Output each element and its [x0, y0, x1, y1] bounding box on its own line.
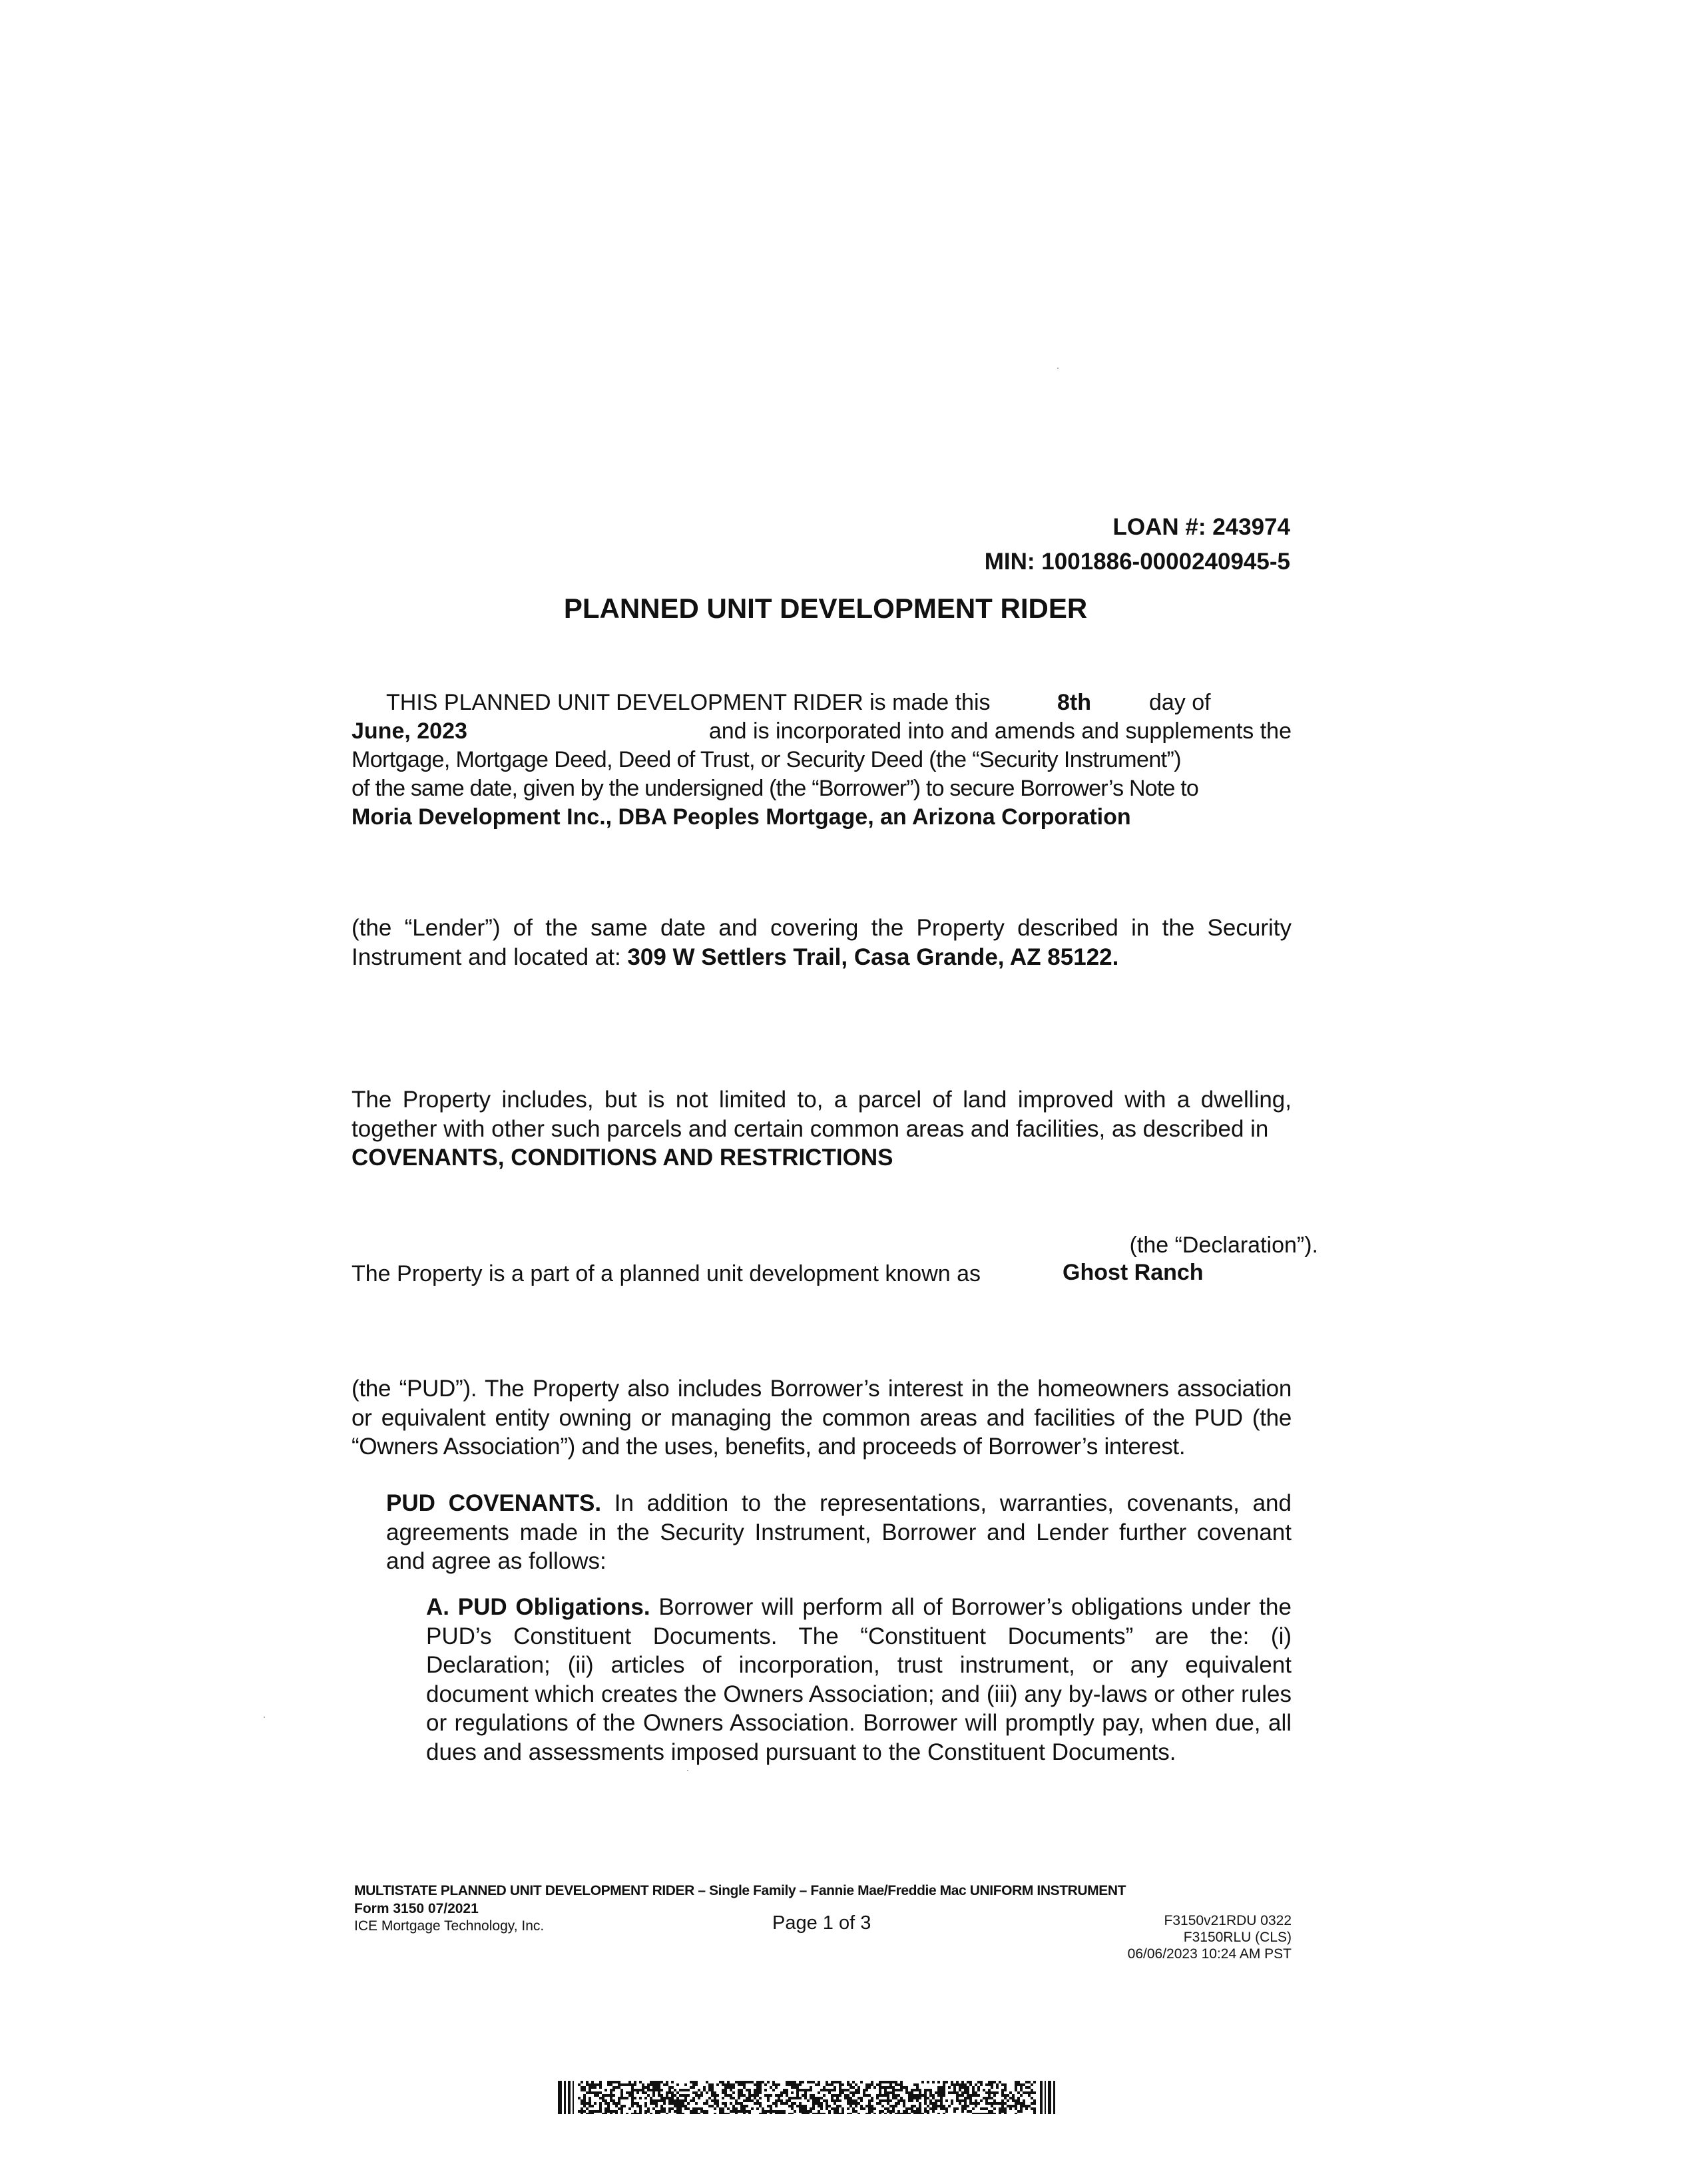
property-paragraph [352, 1085, 1292, 1173]
section-a-heading: A. PUD Obligations. [426, 1594, 650, 1620]
intro-line-3: Mortgage, Mortgage Deed, Deed of Trust, or Security Deed (the “Security Instrument”) [352, 747, 1181, 772]
lender-paragraph [352, 914, 1292, 971]
pud-name: Ghost Ranch [1063, 1260, 1204, 1285]
intro-line-4: of the same date, given by the undersigned (the “Borrower”) to secure Borrower’s Note to [352, 776, 1199, 801]
document-title: PLANNED UNIT DEVELOPMENT RIDER [563, 593, 1088, 624]
section-a-text: Borrower will perform all of Borrower’s obligations under the PUD’s Constituent Documents. The “Constituent Documents” are the: (i) Declaration; (ii) articles of incorporation, trust instrument, or any equivalent document which creates the Owners Association; and (iii) any by-laws or other rules or regulations of the Owners Association. Borrower will promptly pay, when due, all dues and assessments imposed pursuant to the Constituent Documents. [426, 1594, 1292, 1765]
footer-form-number: Form 3150 07/2021 [354, 1901, 479, 1916]
intro-line-1 [386, 688, 991, 717]
intro-part1: THIS PLANNED UNIT DEVELOPMENT RIDER is made this [386, 690, 991, 715]
lender-name: Moria Development Inc., DBA Peoples Mortgage, an Arizona Corporation [352, 804, 1131, 830]
property-paragraph-text: The Property includes, but is not limited to, a parcel of land improved with a dwelling, together with other such parcels and certain common areas and facilities, as described in [352, 1087, 1292, 1142]
document-barcode [558, 2081, 1056, 2114]
intro-part2: and is incorporated into and amends and supplements the [708, 718, 1292, 744]
pud-covenants-heading: PUD COVENANTS. [386, 1490, 602, 1516]
intro-date: June, 2023 [352, 718, 467, 744]
declaration-name: COVENANTS, CONDITIONS AND RESTRICTIONS [352, 1145, 893, 1171]
footer-code-2: F3150RLU (CLS) [1183, 1930, 1292, 1945]
footer-timestamp: 06/06/2023 10:24 AM PST [1127, 1946, 1292, 1962]
declaration-suffix: (the “Declaration”). [1129, 1232, 1318, 1258]
loan-number: LOAN #: 243974 [1112, 514, 1290, 540]
footer-form-title: MULTISTATE PLANNED UNIT DEVELOPMENT RIDER – Single Family – Fannie Mae/Freddie Mac UNIFORM INSTRUMENT [354, 1883, 1126, 1898]
intro-day: 8th [1057, 690, 1091, 715]
footer-code-1: F3150v21RDU 0322 [1164, 1913, 1292, 1928]
pud-paragraph: (the “PUD”). The Property also includes Borrower’s interest in the homeowners association or equivalent entity owning or managing the common areas and facilities of the PUD (the “Owners Association”) and the uses, benefits, and proceeds of Borrower’s interest. [352, 1376, 1292, 1460]
min-number: MIN: 1001886-0000240945-5 [984, 549, 1290, 575]
pud-covenants-paragraph [352, 1489, 1292, 1576]
footer-page-number: Page 1 of 3 [772, 1912, 871, 1934]
section-a-paragraph [391, 1593, 1292, 1767]
pud-intro-text: The Property is a part of a planned unit development known as [352, 1261, 981, 1286]
footer-company: ICE Mortgage Technology, Inc. [354, 1918, 545, 1934]
pud-covenants-text: In addition to the representations, warranties, covenants, and agreements made in the Security Instrument, Borrower and Lender further covenant and agree as follows: [386, 1490, 1292, 1574]
property-address: 309 W Settlers Trail, Casa Grande, AZ 85122. [627, 944, 1119, 970]
lender-paragraph-text: (the “Lender”) of the same date and covering the Property described in the Security Instrument and located at: [352, 915, 1292, 970]
intro-day-of: day of [1149, 690, 1211, 715]
